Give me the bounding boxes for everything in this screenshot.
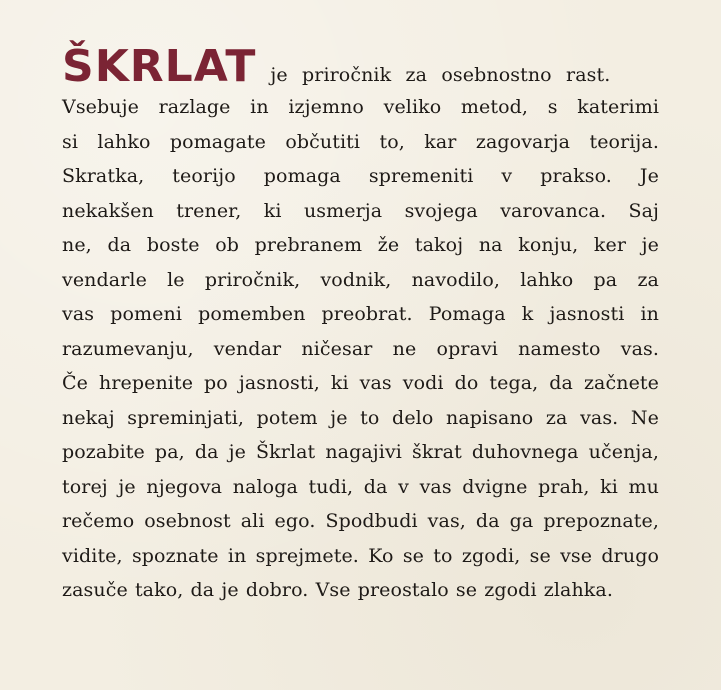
paragraph-line: vas pomeni pomemben preobrat. Pomaga k jasnosti in: [62, 303, 659, 325]
first-line: [62, 41, 659, 92]
paragraph-line: si lahko pomagate občutiti to, kar zagovarja teorija.: [62, 130, 659, 153]
paragraph-line: pozabite pa, da je Škrlat nagajivi škrat duhovnega učenja,: [62, 441, 659, 463]
paragraph-line: razumevanju, vendar ničesar ne opravi namesto vas.: [62, 337, 659, 360]
paragraph-line: Če hrepenite po jasnosti, ki vas vodi do tega, da začnete: [62, 372, 659, 394]
paragraph-line: Skratka, teorijo pomaga spremeniti v prakso. Je: [62, 165, 659, 187]
paragraph-last-line: zasuče tako, da je dobro. Vse preostalo se zgodi zlahka.: [62, 579, 613, 601]
paragraph-line: nekakšen trener, ki usmerja svojega varovanca. Saj: [62, 199, 659, 222]
paragraph-line: nekaj spreminjati, potem je to delo napisano za vas. Ne: [62, 406, 659, 429]
paragraph-line: torej je njegova naloga tudi, da v vas dvigne prah, ki mu: [62, 475, 659, 498]
paragraph-line: Vsebuje razlage in izjemno veliko metod, s katerimi: [62, 96, 659, 118]
paragraph-line: vendarle le priročnik, vodnik, navodilo, lahko pa za: [62, 268, 659, 291]
paragraph-line: vidite, spoznate in sprejmete. Ko se to zgodi, se vse drugo: [62, 544, 659, 567]
book-title: ŠKRLAT: [62, 41, 257, 92]
paragraph-line: rečemo osebnost ali ego. Spodbudi vas, da ga prepoznate,: [62, 510, 659, 532]
paragraph-line: je priročnik za osebnostno rast.: [270, 64, 611, 86]
paragraph-line: ne, da boste ob prebranem že takoj na konju, ker je: [62, 234, 659, 256]
